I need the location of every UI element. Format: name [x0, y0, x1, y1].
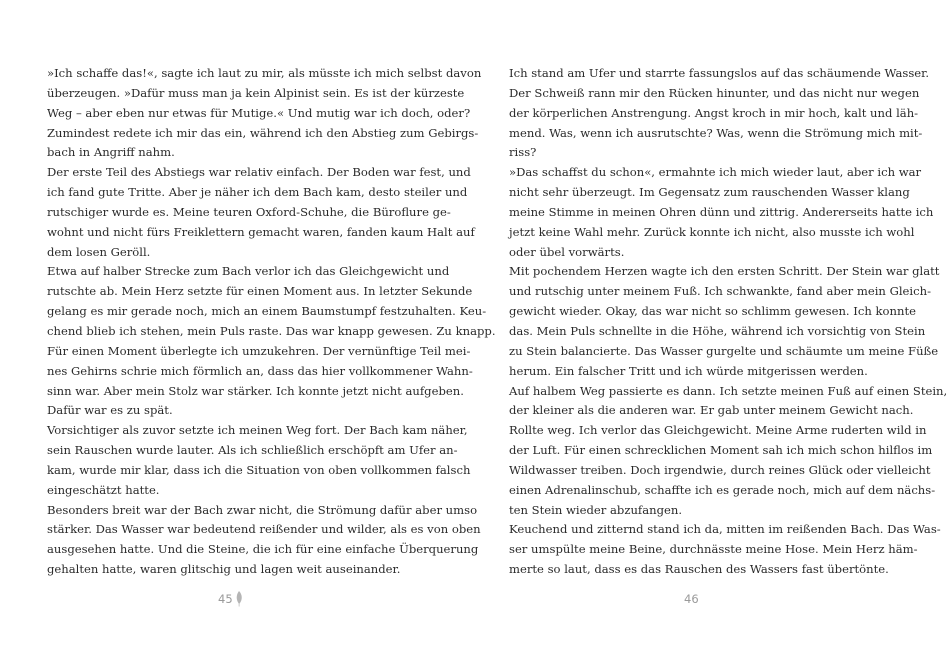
left-page [47, 64, 496, 580]
text-line: Wildwasser treiben. Doch irgendwie, durch reines Glück oder vielleicht [509, 462, 931, 477]
text-line: einen Adrenalinschub, schaffte ich es gerade noch, mich auf dem nächs- [509, 482, 936, 497]
text-line: Weg – aber eben nur etwas für Mutige.« Und mutig war ich doch, oder? [47, 105, 471, 120]
text-line: Auf halbem Weg passierte es dann. Ich setzte meinen Fuß auf einen Stein, [509, 383, 947, 398]
leaf-icon [235, 591, 243, 607]
text-line: ser umspülte meine Beine, durchnässte meine Hose. Mein Herz häm- [509, 542, 918, 557]
text-line: der Luft. Für einen schrecklichen Moment sah ich mich schon hilflos im [509, 443, 933, 458]
page-number-left: 45 [218, 592, 233, 606]
text-line: Besonders breit war der Bach zwar nicht, die Strömung dafür aber umso [47, 502, 478, 517]
text-line: meine Stimme in meinen Ohren dünn und zittrig. Andererseits hatte ich [509, 204, 934, 219]
text-line: oder übel vorwärts. [509, 244, 625, 259]
text-line: gehalten hatte, waren glitschig und lagen weit auseinander. [47, 562, 401, 577]
text-line: Für einen Moment überlegte ich umzukehren. Der vernünftige Teil mei- [47, 343, 471, 358]
text-line: chend blieb ich stehen, mein Puls raste. Das war knapp gewesen. Zu knapp. [47, 323, 496, 338]
text-line: nicht sehr überzeugt. Im Gegensatz zum rauschenden Wasser klang [509, 185, 910, 200]
text-line: sinn war. Aber mein Stolz war stärker. Ich konnte jetzt nicht aufgeben. [47, 383, 464, 398]
text-line: stärker. Das Wasser war bedeutend reißender und wilder, als es von oben [47, 522, 481, 537]
text-line: rutschte ab. Mein Herz setzte für einen Moment aus. In letzter Sekunde [47, 284, 473, 299]
text-line: »Ich schaffe das!«, sagte ich laut zu mir, als müsste ich mich selbst davon [47, 66, 482, 80]
text-line: jetzt keine Wahl mehr. Zurück konnte ich nicht, also musste ich wohl [509, 224, 915, 239]
text-line: der körperlichen Anstrengung. Angst kroch in mir hoch, kalt und läh- [509, 105, 919, 120]
text-line: der kleiner als die anderen war. Er gab unter meinem Gewicht nach. [509, 403, 914, 418]
text-line: Keuchend und zitternd stand ich da, mitten im reißenden Bach. Das Was- [509, 522, 941, 537]
text-line: wohnt und nicht fürs Freiklettern gemacht waren, fanden kaum Halt auf [47, 224, 475, 239]
text-line: dem losen Geröll. [47, 244, 151, 259]
text-line: ausgesehen hatte. Und die Steine, die ich für eine einfache Überquerung [47, 542, 479, 557]
text-line: gewicht wieder. Okay, das war nicht so schlimm gewesen. Ich konnte [509, 304, 916, 319]
text-line: kam, wurde mir klar, dass ich die Situation von oben vollkommen falsch [47, 462, 471, 477]
text-line: Etwa auf halber Strecke zum Bach verlor ich das Gleichgewicht und [47, 264, 450, 279]
text-line: »Das schaffst du schon«, ermahnte ich mich wieder laut, aber ich war [509, 165, 922, 180]
text-line: Der erste Teil des Abstiegs war relativ einfach. Der Boden war fest, und [47, 165, 471, 180]
text-line: überzeugen. »Dafür muss man ja kein Alpinist sein. Es ist der kürzeste [47, 85, 465, 100]
text-line: Der Schweiß rann mir den Rücken hinunter, und das nicht nur wegen [509, 85, 920, 100]
text-line: eingeschätzt hatte. [47, 482, 160, 497]
text-line: mend. Was, wenn ich ausrutschte? Was, wenn die Strömung mich mit- [509, 125, 923, 140]
text-line: Dafür war es zu spät. [47, 403, 173, 418]
text-line: das. Mein Puls schnellte in die Höhe, während ich vorsichtig von Stein [509, 323, 926, 338]
text-line: sein Rauschen wurde lauter. Als ich schließlich erschöpft am Ufer an- [47, 443, 458, 458]
text-line: Zumindest redete ich mir das ein, während ich den Abstieg zum Gebirgs- [47, 125, 479, 140]
text-line: riss? [509, 145, 537, 160]
text-line: nes Gehirns schrie mich förmlich an, dass das hier vollkommener Wahn- [47, 363, 473, 378]
right-page [509, 64, 947, 580]
text-line: ten Stein wieder abzufangen. [509, 502, 683, 517]
text-line: und rutschig unter meinem Fuß. Ich schwankte, fand aber mein Gleich- [509, 284, 931, 299]
text-line: bach in Angriff nahm. [47, 145, 175, 160]
page-number-right: 46 [684, 592, 699, 606]
text-line: gelang es mir gerade noch, mich an einem Baumstumpf festzuhalten. Keu- [47, 304, 487, 319]
text-line: herum. Ein falscher Tritt und ich würde mitgerissen werden. [509, 363, 868, 378]
text-line: rutschiger wurde es. Meine teuren Oxford-Schuhe, die Büroflure ge- [47, 204, 451, 219]
text-line: merte so laut, dass es das Rauschen des Wassers fast übertönte. [509, 562, 889, 577]
text-line: Rollte weg. Ich verlor das Gleichgewicht. Meine Arme ruderten wild in [509, 423, 927, 438]
text-line: ich fand gute Tritte. Aber je näher ich dem Bach kam, desto steiler und [47, 185, 468, 200]
text-line: Ich stand am Ufer und starrte fassungslos auf das schäumende Wasser. [509, 66, 930, 80]
text-line: zu Stein balancierte. Das Wasser gurgelte und schäumte um meine Füße [509, 343, 939, 358]
text-line: Vorsichtiger als zuvor setzte ich meinen Weg fort. Der Bach kam näher, [47, 423, 468, 438]
text-line: Mit pochendem Herzen wagte ich den ersten Schritt. Der Stein war glatt [509, 264, 940, 279]
